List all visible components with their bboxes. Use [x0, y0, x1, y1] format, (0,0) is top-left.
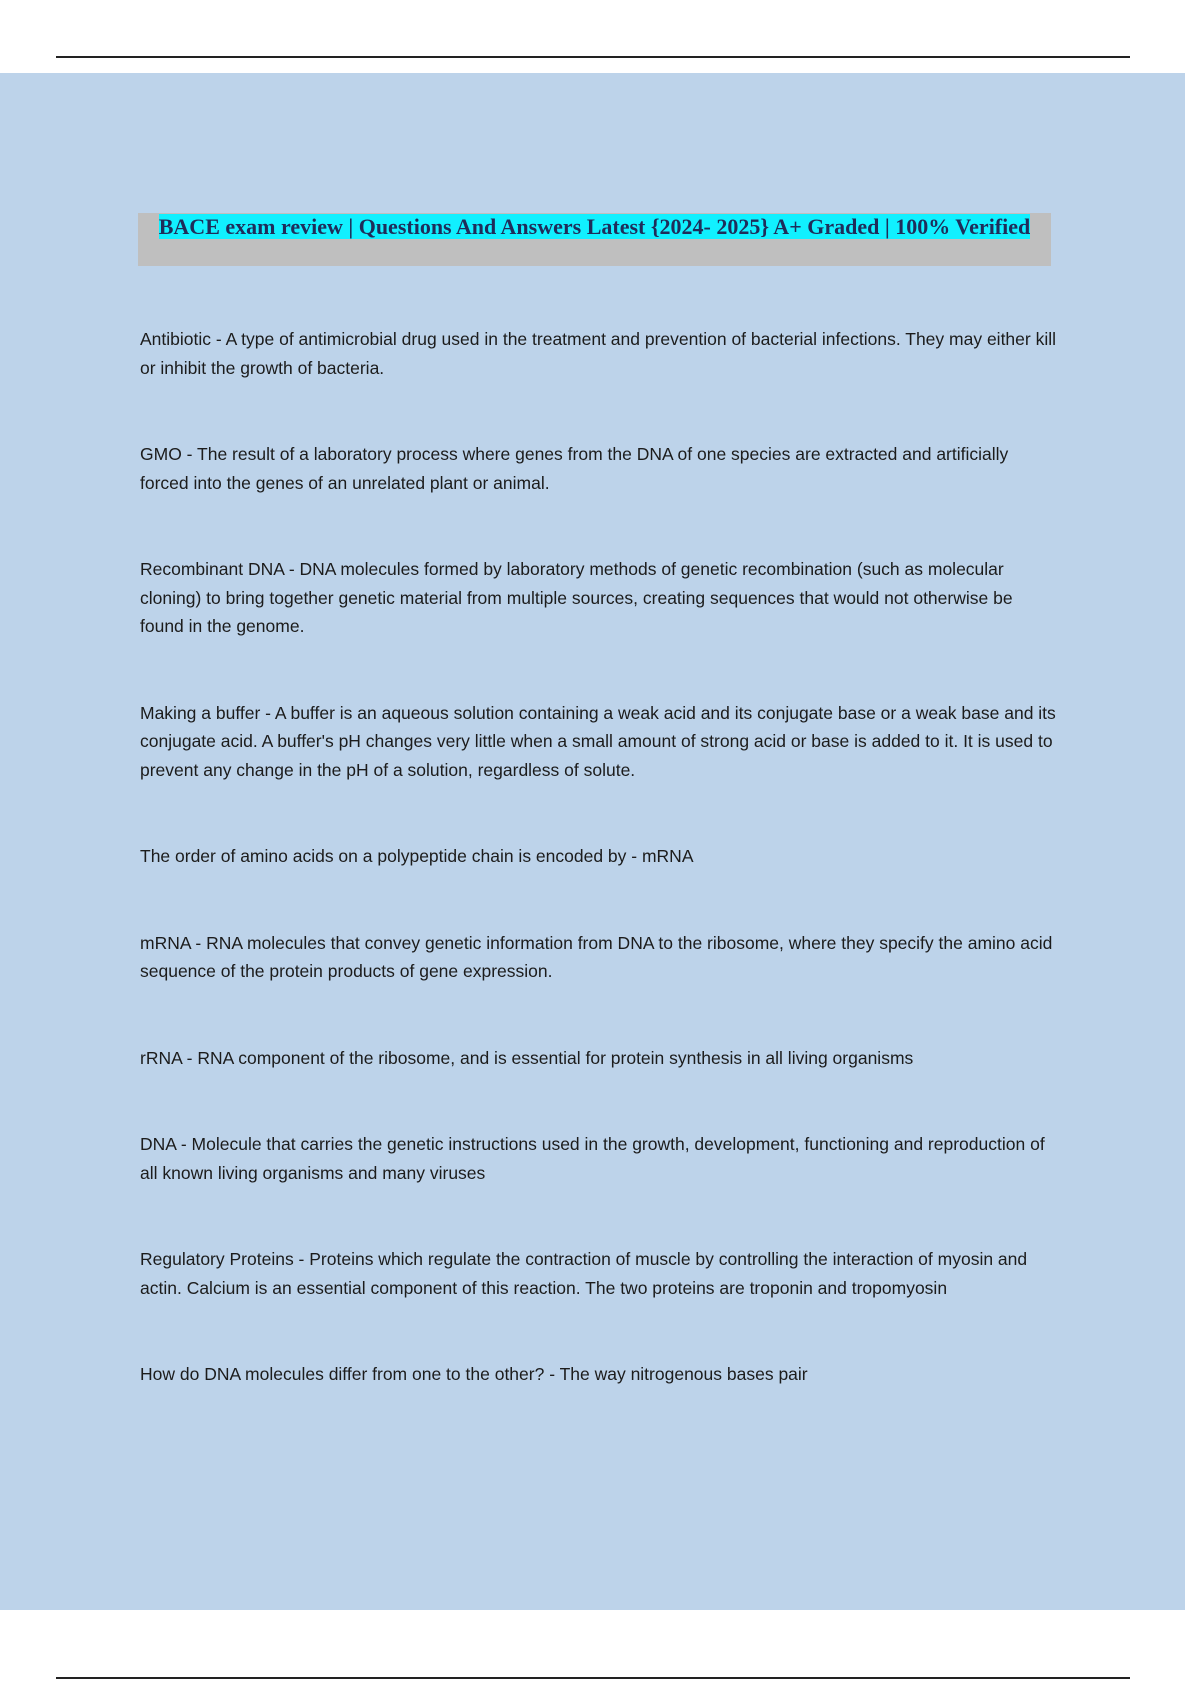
bottom-rule [56, 1677, 1130, 1679]
top-rule [56, 56, 1130, 58]
entry-mrna: mRNA - RNA molecules that convey genetic information from DNA to the ribosome, where they specify the amino acid sequence of the protein products of gene expression. [140, 932, 1053, 981]
entry-making-a-buffer: Making a buffer - A buffer is an aqueous solution containing a weak acid and its conjugate base or a weak base and its conjugate acid. A buffer's pH changes very little when a small amount of strong acid or base is added to it. It is used to prevent any change in the pH of a solution, regardless of solute. [140, 702, 1056, 780]
entry-list [140, 325, 1060, 1447]
entry-gmo: GMO - The result of a laboratory process where genes from the DNA of one species are extracted and artificially forced into the genes of an unrelated plant or animal. [140, 444, 1009, 493]
entry-dna-differences: How do DNA molecules differ from one to the other? - The way nitrogenous bases pair [140, 1364, 808, 1384]
document-title [138, 213, 1051, 240]
entry-amino-acid-order: The order of amino acids on a polypeptide chain is encoded by - mRNA [140, 846, 694, 866]
entry-regulatory-proteins: Regulatory Proteins - Proteins which regulate the contraction of muscle by controlling the interaction of myosin and actin. Calcium is an essential component of this reaction. The two proteins are troponin and tropomyosin [140, 1249, 1028, 1298]
entry-rrna: rRNA - RNA component of the ribosome, and is essential for protein synthesis in all living organisms [140, 1047, 914, 1068]
entry-recombinant-dna: Recombinant DNA - DNA molecules formed by laboratory methods of genetic recombination (such as molecular cloning) to bring together genetic material from multiple sources, creating sequences that would not otherwise be found in the genome. [140, 559, 1013, 636]
document-title-highlight: BACE exam review | Questions And Answers Latest {2024- 2025} A+ Graded | 100% Verified [158, 214, 1031, 239]
entry-antibiotic: Antibiotic - A type of antimicrobial drug used in the treatment and prevention of bacterial infections. They may either kill or inhibit the growth of bacteria. [140, 329, 1056, 378]
entry-dna: DNA - Molecule that carries the genetic instructions used in the growth, development, functioning and reproduction of all known living organisms and many viruses [140, 1134, 1045, 1183]
